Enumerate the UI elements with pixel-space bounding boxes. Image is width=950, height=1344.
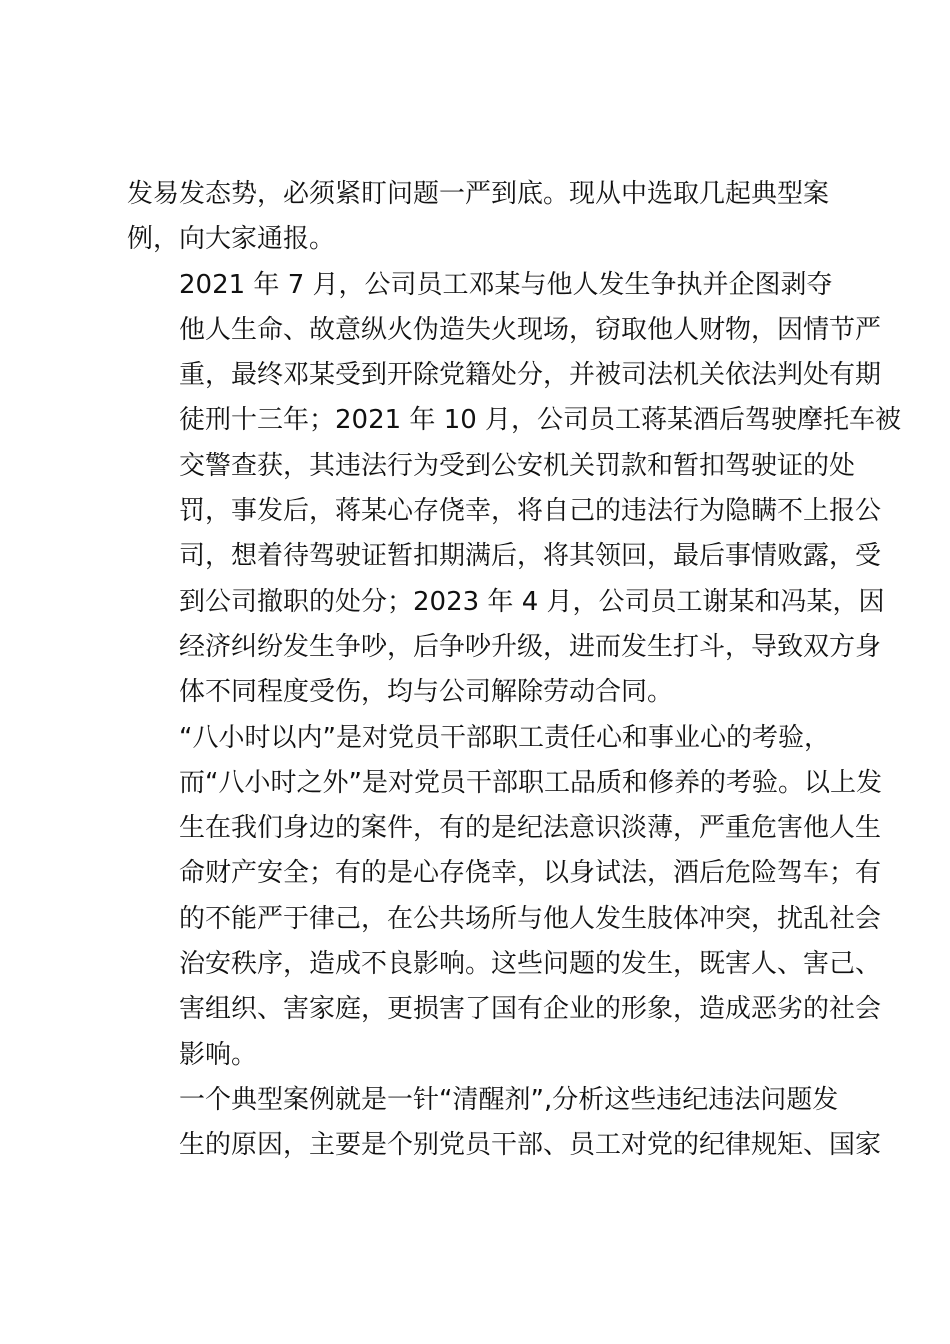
text-line: 发易发态势，必须紧盯问题一严到底。现从中选取几起典型案	[127, 179, 830, 209]
paragraph-intro	[127, 172, 829, 263]
text-line: 治安秩序，造成不良影响。这些问题的发生，既害人、害己、	[179, 949, 882, 980]
text-line: 害组织、害家庭，更损害了国有企业的形象，造成恶劣的社会	[179, 994, 882, 1025]
paragraph-causes	[127, 1078, 882, 1169]
text-line: 罚，事发后，蒋某心存侥幸，将自己的违法行为隐瞒不上报公	[179, 496, 882, 527]
text-line: 生在我们身边的案件，有的是纪法意识淡薄，严重危害他人生	[179, 813, 882, 844]
text-line: 例，向大家通报。	[127, 224, 336, 255]
text-line: 命财产安全；有的是心存侥幸，以身试法，酒后危险驾车；有	[179, 858, 882, 889]
text-line: 经济纠纷发生争吵，后争吵升级，进而发生打斗，导致双方身	[179, 631, 882, 662]
text-line: 而“八小时之外”是对党员干部职工品质和修养的考验。以上发	[179, 767, 882, 798]
document-body	[127, 172, 902, 1169]
text-line: “八小时以内”是对党员干部职工责任心和事业心的考验，	[179, 722, 830, 753]
text-line: 交警查获，其违法行为受到公安机关罚款和暂扣驾驶证的处	[179, 450, 856, 481]
text-line: 一个典型案例就是一针“清醒剂”,分析这些违纪违法问题发	[179, 1084, 839, 1115]
text-line: 影响。	[179, 1039, 258, 1070]
text-line: 体不同程度受伤，均与公司解除劳动合同。	[179, 677, 674, 708]
text-line: 生的原因，主要是个别党员干部、员工对党的纪律规矩、国家	[179, 1130, 882, 1161]
text-line: 到公司撤职的处分；2023 年 4 月，公司员工谢某和冯某，因	[179, 586, 885, 617]
paragraph-analysis	[127, 716, 882, 1078]
text-line: 他人生命、故意纵火伪造失火现场，窃取他人财物，因情节严	[179, 314, 882, 345]
text-line: 重，最终邓某受到开除党籍处分，并被司法机关依法判处有期	[179, 360, 882, 391]
text-line: 司，想着待驾驶证暂扣期满后，将其领回，最后事情败露，受	[179, 541, 882, 572]
paragraph-cases	[127, 263, 902, 716]
text-line: 徒刑十三年；2021 年 10 月，公司员工蒋某酒后驾驶摩托车被	[179, 405, 902, 436]
text-line: 的不能严于律己，在公共场所与他人发生肢体冲突，扰乱社会	[179, 903, 882, 934]
text-line: 2021 年 7 月，公司员工邓某与他人发生争执并企图剥夺	[179, 269, 833, 300]
